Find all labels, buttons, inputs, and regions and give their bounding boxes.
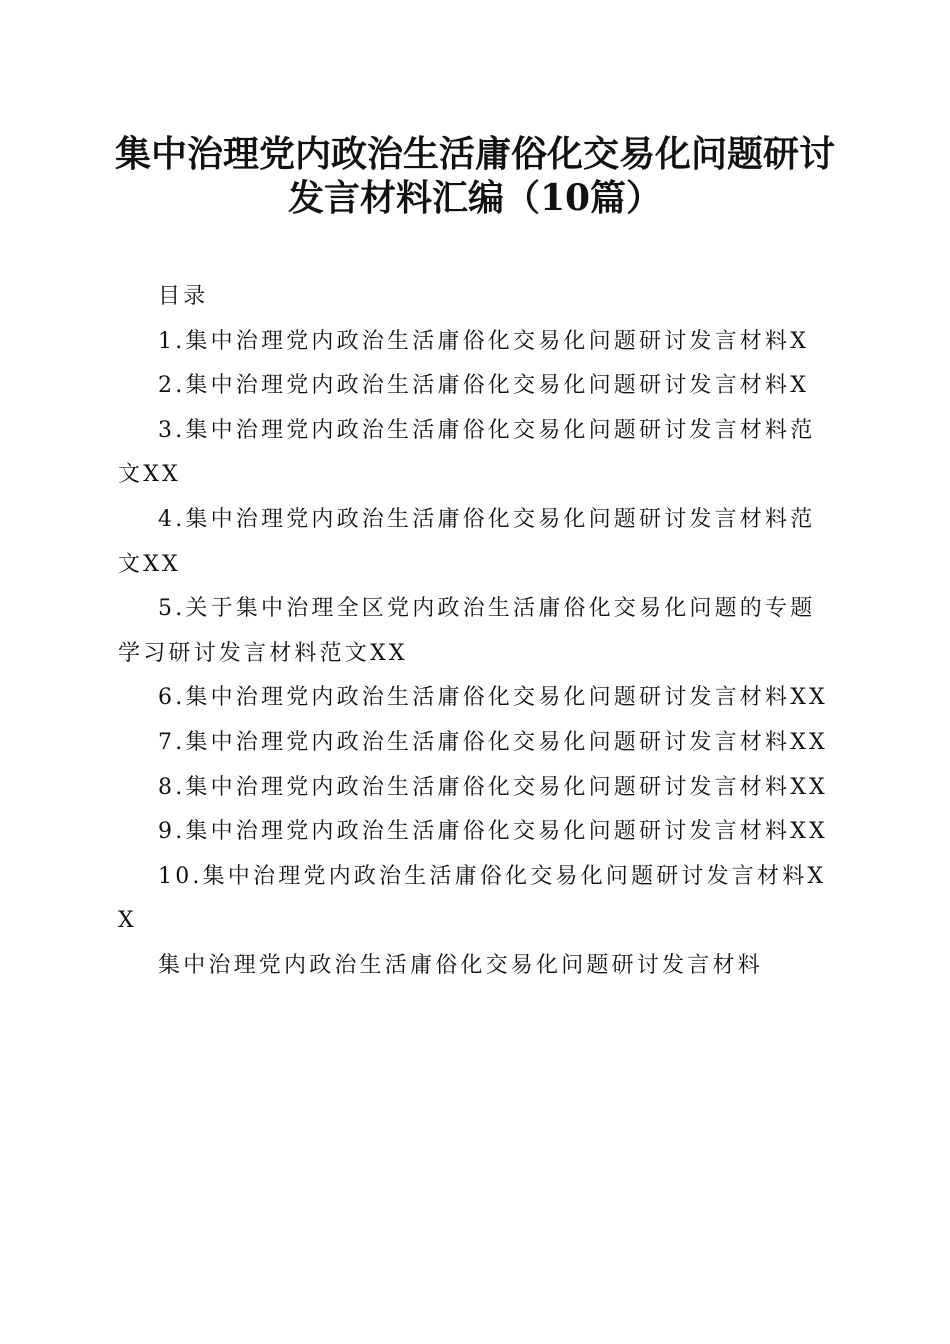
toc-item-1: 1.集中治理党内政治生活庸俗化交易化问题研讨发言材料X <box>158 328 810 354</box>
title-line-1: 集中治理党内政治生活庸俗化交易化问题研讨 <box>114 133 835 175</box>
title-line-2: 发言材料汇编（10篇） <box>287 177 663 219</box>
toc-item-5: 5.关于集中治理全区党内政治生活庸俗化交易化问题的专题学习研讨发言材料范文XX <box>118 596 816 666</box>
toc-item-7: 7.集中治理党内政治生活庸俗化交易化问题研讨发言材料XX <box>158 729 828 755</box>
table-of-contents <box>118 275 828 989</box>
toc-item-6: 6.集中治理党内政治生活庸俗化交易化问题研讨发言材料XX <box>158 685 828 711</box>
section-heading: 集中治理党内政治生活庸俗化交易化问题研讨发言材料 <box>158 952 763 978</box>
toc-item-4: 4.集中治理党内政治生活庸俗化交易化问题研讨发言材料范文XX <box>118 506 816 577</box>
toc-item-3: 3.集中治理党内政治生活庸俗化交易化问题研讨发言材料范文XX <box>118 417 816 488</box>
toc-item-8: 8.集中治理党内政治生活庸俗化交易化问题研讨发言材料XX <box>158 774 828 800</box>
toc-heading: 目录 <box>158 284 209 309</box>
toc-item-9: 9.集中治理党内政治生活庸俗化交易化问题研讨发言材料XX <box>158 819 828 845</box>
toc-item-2: 2.集中治理党内政治生活庸俗化交易化问题研讨发言材料X <box>158 373 810 399</box>
toc-item-10: 10.集中治理党内政治生活庸俗化交易化问题研讨发言材料XX <box>118 863 827 934</box>
document-title <box>100 132 850 220</box>
